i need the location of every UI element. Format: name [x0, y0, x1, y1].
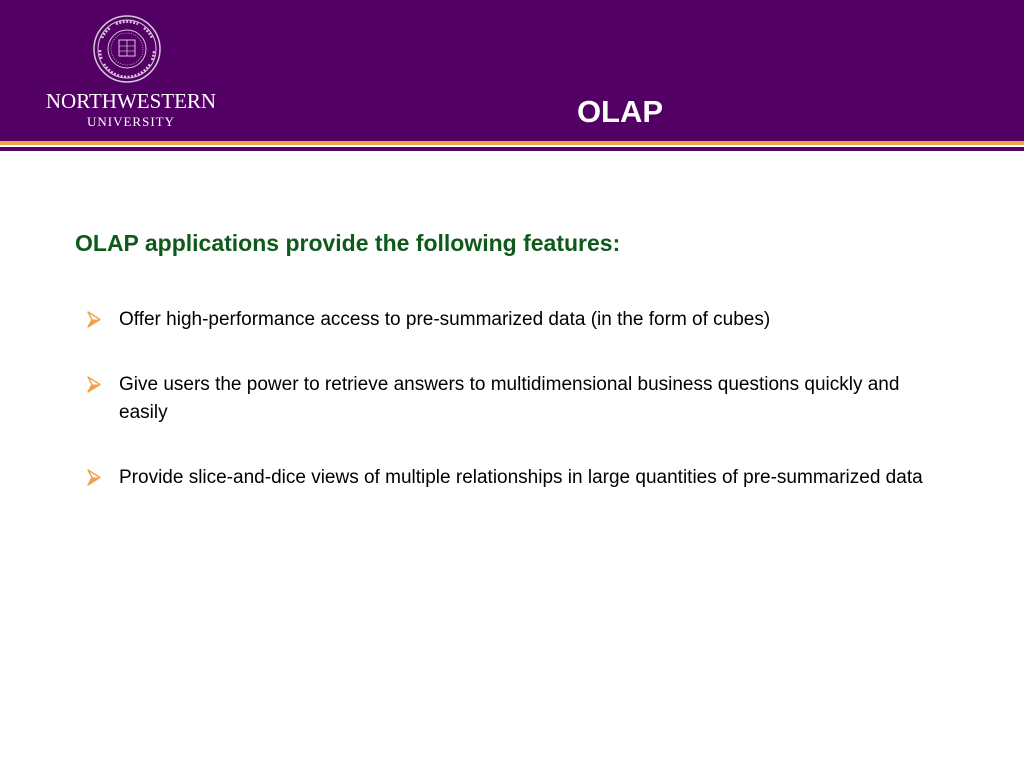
bullet-item — [86, 306, 936, 334]
bullet-text: Offer high-performance access to pre-summarized data (in the form of cubes) — [119, 309, 771, 330]
university-seal-icon — [92, 14, 162, 84]
bullet-text: Give users the power to retrieve answers to multidimensional business questions quickly and easily — [119, 374, 900, 423]
arrow-bullet-icon — [86, 469, 102, 486]
arrow-bullet-icon — [86, 376, 102, 393]
university-wordmark — [36, 89, 226, 130]
bullet-text: Provide slice-and-dice views of multiple relationships in large quantities of pre-summarized data — [119, 467, 923, 488]
bullet-list — [86, 306, 936, 529]
wordmark-line-1: NORTHWESTERN — [45, 89, 217, 113]
bullet-item — [86, 464, 936, 492]
header-stripe-purple — [0, 147, 1024, 151]
slide-title: OLAP — [576, 94, 664, 129]
slide-subtitle: OLAP applications provide the following features: — [75, 230, 621, 256]
wordmark-line-2: UNIVERSITY — [87, 114, 175, 129]
header-stripe-orange — [0, 141, 1024, 145]
arrow-bullet-icon — [86, 311, 102, 328]
bullet-item — [86, 371, 936, 427]
